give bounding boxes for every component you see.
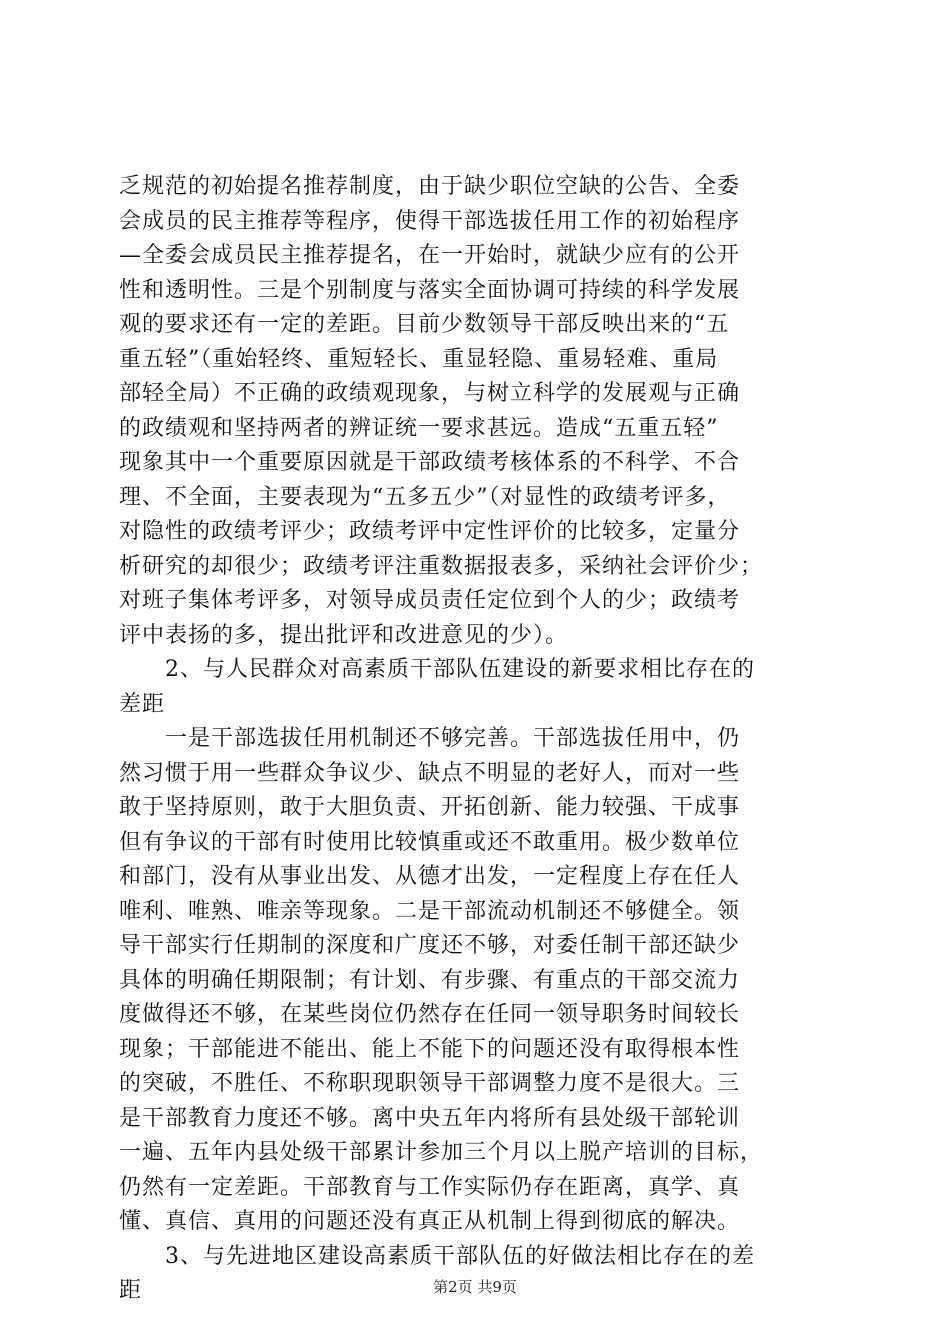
text-line: 会成员的民主推荐等程序，使得干部选拔任用工作的初始程序 [119,208,741,234]
text-line: 敢于坚持原则，敢于大胆负责、开拓创新、能力较强、干成事 [119,795,741,820]
section-heading-2-cont: 差距 [119,691,166,717]
text-line: 然习惯于用一些群众争议少、缺点不明显的老好人，而对一些 [119,760,741,786]
text-line: 重五轻”（重始轻终、重短轻长、重显轻隐、重易轻难、重局 [119,346,719,372]
section-heading-3: 3、与先进地区建设高素质干部队伍的好做法相比存在的差 [165,1243,755,1269]
text-line: 对隐性的政绩考评少；政绩考评中定性评价的比较多，定量分 [119,519,741,544]
text-line: 导干部实行任期制的深度和广度还不够，对委任制干部还缺少 [119,933,741,958]
text-line: 是干部教育力度还不够。离中央五年内将所有县处级干部轮训 [119,1105,741,1131]
text-line: 现象；干部能进不能出、能上不能下的问题还没有取得根本性 [119,1036,741,1062]
text-line: 析研究的却很少；政绩考评注重数据报表多，采纳社会评价少； [119,553,764,579]
text-line: 的政绩观和坚持两者的辨证统一要求甚远。造成“五重五轻” [119,415,719,441]
text-line: 现象其中一个重要原因就是干部政绩考核体系的不科学、不合 [119,450,741,475]
text-line: 性和透明性。三是个别制度与落实全面协调可持续的科学发展 [119,277,741,303]
document-body [119,170,835,1309]
text-line: 具体的明确任期限制；有计划、有步骤、有重点的干部交流力 [119,967,741,993]
section-heading-2: 2、与人民群众对高素质干部队伍建设的新要求相比存在的 [165,657,755,682]
text-line: 仍然有一定差距。干部教育与工作实际仍存在距离，真学、真 [119,1174,741,1200]
page-number-footer: 第2页 共9页 [433,1278,517,1296]
text-line: 的突破，不胜任、不称职现职领导干部调整力度不是很大。三 [119,1071,741,1096]
text-line: 部轻全局）不正确的政绩观现象，与树立科学的发展观与正确 [119,381,741,406]
text-line: 评中表扬的多，提出批评和改进意见的少）。 [119,622,569,648]
text-line: 度做得还不够，在某些岗位仍然存在任同一领导职务时间较长 [119,1002,741,1027]
text-line: 唯利、唯熟、唯亲等现象。二是干部流动机制还不够健全。领 [119,898,741,924]
text-line: 一遍、五年内县处级干部累计参加三个月以上脱产培训的目标， [119,1140,764,1165]
section-heading-3-cont: 距 [119,1278,143,1303]
text-line: 对班子集体考评多，对领导成员责任定位到个人的少；政绩考 [119,588,741,613]
text-line: 但有争议的干部有时使用比较慎重或还不敢重用。极少数单位 [119,829,741,855]
text-line: —全委会成员民主推荐提名，在一开始时，就缺少应有的公开 [119,243,741,268]
text-line: 理、不全面，主要表现为“五多五少”（对显性的政绩考评多， [119,484,731,510]
text-line: 和部门，没有从事业出发、从德才出发，一定程度上存在任人 [119,864,741,889]
text-line: 乏规范的初始提名推荐制度，由于缺少职位空缺的公告、全委 [119,174,741,199]
text-line: 一是干部选拔任用机制还不够完善。干部选拔任用中，仍 [165,726,741,751]
text-line: 懂、真信、真用的问题还没有真正从机制上得到彻底的解决。 [119,1209,741,1234]
text-line: 观的要求还有一定的差距。目前少数领导干部反映出来的“五 [119,312,730,337]
